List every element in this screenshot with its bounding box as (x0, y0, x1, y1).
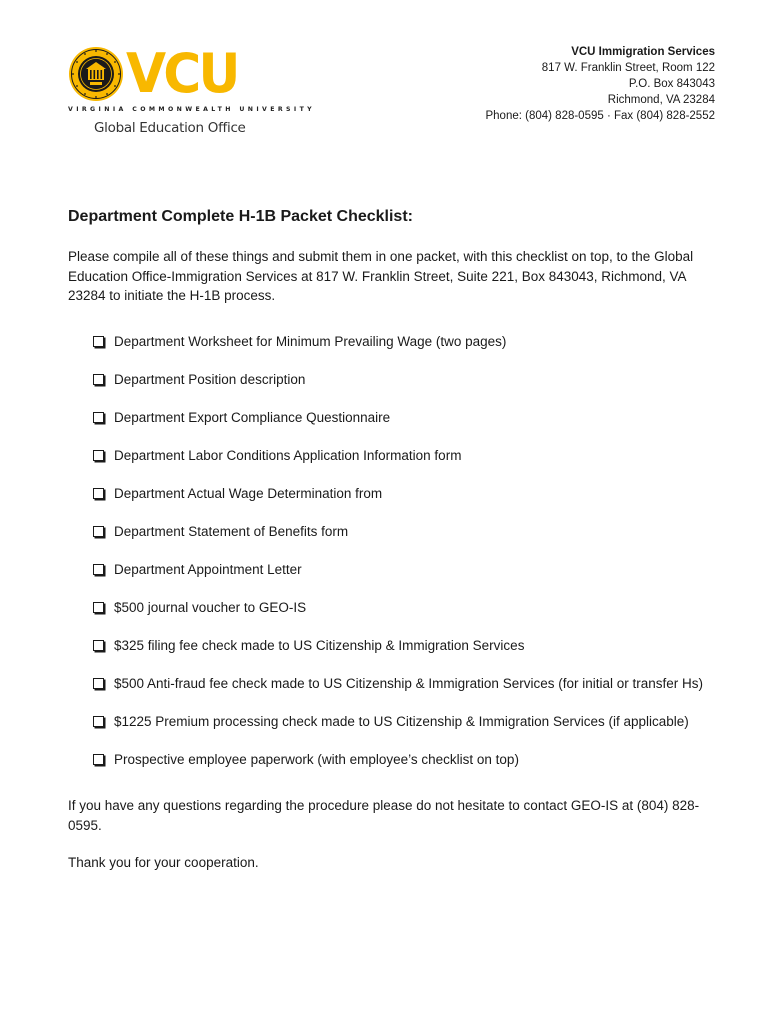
checkbox-icon[interactable] (93, 488, 104, 499)
checklist-item (93, 398, 703, 436)
checklist-item-label: Department Statement of Benefits form (114, 523, 349, 539)
checkbox-icon[interactable] (93, 602, 104, 613)
intro-paragraph: Please compile all of these things and submit them in one packet, with this checklist on top, to the Global Education Office-Immigration Services at 817 W. Franklin Street, Suite 221, Box 843043, Richmond, VA 23284 to initiate the H-1B process. (68, 249, 694, 303)
checklist-item-label: $1225 Premium processing check made to US Citizenship & Immigration Services (if applicable) (114, 713, 689, 729)
phone-fax: Phone: (804) 828-0595 · Fax (804) 828-2552 (485, 110, 715, 122)
document-title: Department Complete H-1B Packet Checklist: (68, 208, 413, 225)
checklist-item (93, 664, 703, 702)
city-state-zip: Richmond, VA 23284 (607, 94, 715, 106)
address-block (485, 44, 715, 124)
checkbox-icon[interactable] (93, 678, 104, 689)
checkbox-icon[interactable] (93, 716, 104, 727)
checklist-item-label: Department Worksheet for Minimum Prevailing Wage (two pages) (114, 333, 507, 349)
checkbox-icon[interactable] (93, 412, 104, 423)
checkbox-icon[interactable] (93, 450, 104, 461)
checkbox-icon[interactable] (93, 336, 104, 347)
checklist-item (93, 740, 703, 778)
checkbox-icon[interactable] (93, 564, 104, 575)
org-name: VCU Immigration Services (571, 46, 715, 58)
checklist-item-label: Department Position description (114, 371, 306, 387)
checklist-item (93, 512, 703, 550)
checkbox-icon[interactable] (93, 754, 104, 765)
checklist-item-label: Prospective employee paperwork (with employee’s checklist on top) (114, 751, 519, 767)
checklist-item-label: Department Actual Wage Determination from (114, 485, 383, 501)
checklist-item (93, 360, 703, 398)
checkbox-icon[interactable] (93, 526, 104, 537)
checkbox-icon[interactable] (93, 640, 104, 651)
checklist-item (93, 550, 703, 588)
vcu-wordmark: VCU (126, 42, 238, 105)
checklist-item (93, 322, 703, 360)
checklist-item (93, 702, 703, 740)
checklist-item-label: Department Labor Conditions Application Information form (114, 447, 462, 463)
checkbox-icon[interactable] (93, 374, 104, 385)
street-address: 817 W. Franklin Street, Room 122 (541, 62, 715, 74)
checklist-item-label: Department Export Compliance Questionnaire (114, 409, 391, 425)
po-box: P.O. Box 843043 (628, 78, 715, 90)
university-name: VIRGINIA COMMONWEALTH UNIVERSITY (68, 106, 316, 113)
checklist-item-label: $500 Anti-fraud fee check made to US Citizenship & Immigration Services (for initial or transfer Hs) (114, 675, 703, 691)
checklist-item-label: Department Appointment Letter (114, 561, 302, 577)
thanks-line: Thank you for your cooperation. (68, 855, 259, 870)
checklist-item (93, 474, 703, 512)
checklist-item (93, 626, 703, 664)
office-name: Global Education Office (94, 120, 246, 136)
checklist-item-label: $325 filing fee check made to US Citizenship & Immigration Services (114, 637, 525, 653)
university-seal-icon (68, 46, 124, 102)
checklist-item-label: $500 journal voucher to GEO-IS (114, 599, 307, 615)
vcu-logo (68, 42, 316, 136)
checklist (93, 322, 703, 778)
checklist-item (93, 436, 703, 474)
checklist-item (93, 588, 703, 626)
closing-paragraph: If you have any questions regarding the procedure please do not hesitate to contact GEO-IS at (804) 828-0595. (68, 798, 700, 833)
